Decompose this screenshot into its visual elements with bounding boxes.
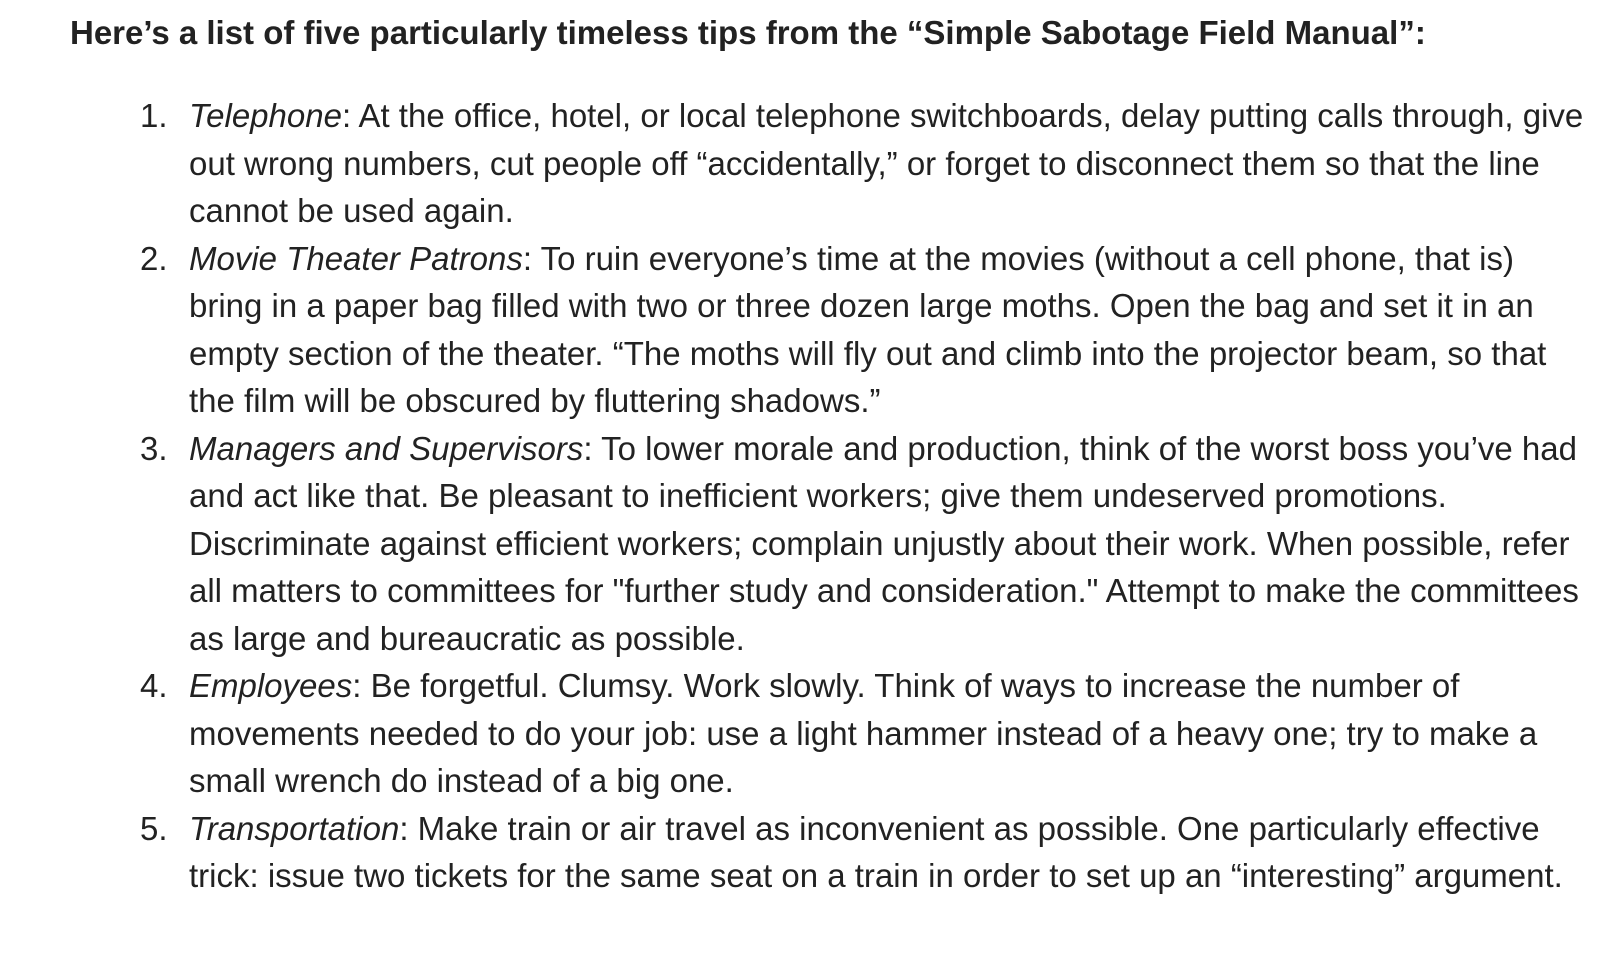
tips-list bbox=[0, 92, 1589, 900]
tip-text: : Be forgetful. Clumsy. Work slowly. Think of ways to increase the number of movements needed to do your job: use a light hammer instead of a heavy one; try to make a small wrench do instead of a big one. bbox=[189, 667, 1538, 799]
tip-title: Employees bbox=[189, 667, 353, 704]
list-item bbox=[0, 235, 1589, 425]
list-item bbox=[0, 425, 1589, 663]
tip-title: Transportation bbox=[189, 809, 400, 847]
document-heading: Here’s a list of five particularly timeless tips from the “Simple Sabotage Field Manual”: bbox=[70, 14, 1426, 51]
tip-title: Managers and Supervisors bbox=[189, 429, 584, 467]
list-item bbox=[0, 662, 1589, 805]
list-item bbox=[0, 805, 1589, 900]
tip-text: : At the office, hotel, or local telephone switchboards, delay putting calls through, give out wrong numbers, cut people off “accidentally,” or forget to disconnect them so that the line cannot be used again. bbox=[189, 97, 1584, 229]
tip-text: : Make train or air travel as inconvenient as possible. One particularly effective trick: issue two tickets for the same seat on a train in order to set up an “interesting” argument. bbox=[189, 809, 1563, 894]
list-item-number: 1. bbox=[140, 97, 168, 134]
tip-text: : To ruin everyone’s time at the movies (without a cell phone, that is) bring in a paper bag filled with two or three dozen large moths. Open the bag and set it in an empty section of the theater. “The moths will fly out and climb into the projector beam, so that the film will be obscured by fluttering shadows.” bbox=[189, 239, 1547, 419]
tip-title: Telephone bbox=[189, 97, 342, 134]
list-item bbox=[0, 92, 1589, 235]
list-item-number: 3. bbox=[140, 429, 168, 467]
tip-text: : To lower morale and production, think of the worst boss you’ve had and act like that. Be pleasant to inefficient workers; give them undeserved promotions. Discriminate against efficient workers; complain unjustly about their work. When possible, refer all matters to committees for "further study and consideration." Attempt to make the committees as large and bureaucratic as possible. bbox=[189, 429, 1579, 657]
list-item-number: 5. bbox=[140, 809, 168, 847]
list-item-number: 2. bbox=[140, 239, 168, 277]
tip-title: Movie Theater Patrons bbox=[189, 239, 523, 277]
list-item-number: 4. bbox=[140, 667, 168, 704]
